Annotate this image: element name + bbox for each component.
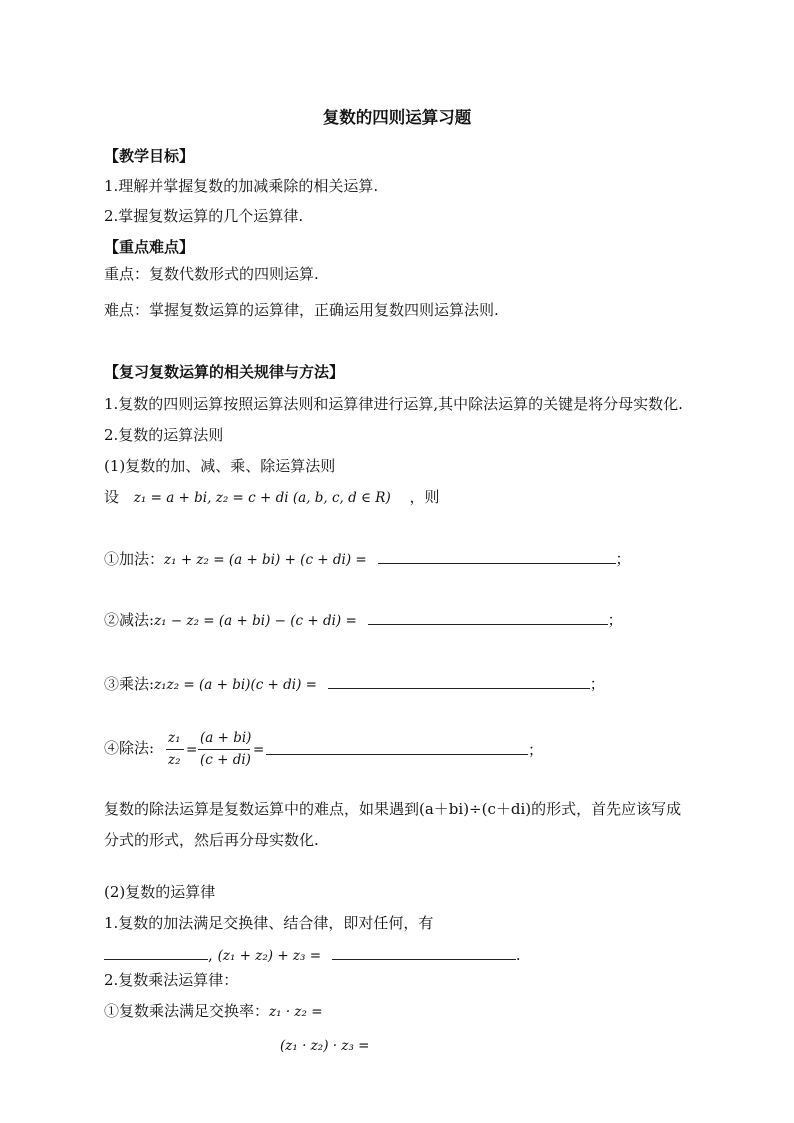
division-equals-1: = (186, 742, 198, 758)
addition-answer-blank[interactable] (378, 549, 616, 564)
review-2: 2.复数的运算法则 (104, 426, 224, 444)
goal-1: 1.理解并掌握复数的加减乘除的相关运算. (104, 177, 379, 195)
mult-comm-line (104, 1001, 323, 1022)
addition-end: ； (615, 550, 631, 568)
mult-comm-label: ①复数乘法满足交换率： (104, 1002, 270, 1020)
commutative-answer-blank[interactable] (104, 945, 208, 960)
multiplication-answer-blank[interactable] (328, 674, 590, 689)
associative-formula: (z₁ + z₂) + z₃ = (217, 948, 322, 964)
associative-answer-blank[interactable] (332, 945, 516, 960)
mult-law-heading: 2.复数乘法运算律： (104, 971, 239, 989)
mult-comm-formula: z₁ · z₂ = (269, 1004, 323, 1020)
page-title: 复数的四则运算习题 (322, 108, 472, 127)
addition-line (104, 549, 631, 570)
addition-formula: z₁ + z₂ = (a + bi) + (c + di) = (164, 552, 367, 568)
rules-subheading: (1)复数的加、减、乘、除运算法则 (104, 457, 336, 475)
subtraction-formula: z₁ − z₂ = (a + bi) − (c + di) = (154, 613, 357, 629)
division-left-denominator: z₂ (168, 752, 181, 768)
subtraction-end: ； (607, 611, 623, 629)
multiplication-end: ； (589, 675, 605, 693)
review-heading: 【复习复数运算的相关规律与方法】 (104, 363, 345, 381)
division-right-denominator: (c + di) (200, 752, 251, 768)
mult-assoc-formula: (z₁ · z₂) · z₃ = (280, 1038, 370, 1054)
division-left-numerator: z₁ (168, 730, 181, 746)
addition-label: ①加法： (104, 550, 165, 568)
laws-heading: (2)复数的运算律 (104, 883, 216, 901)
division-right-numerator: (a + bi) (200, 730, 252, 746)
setup-line (104, 487, 440, 508)
division-left-fraction (166, 730, 186, 774)
setup-suffix: ，则 (409, 488, 440, 506)
multiplication-formula: z₁z₂ = (a + bi)(c + di) = (154, 677, 317, 693)
multiplication-label: ③乘法: (104, 675, 155, 693)
division-label: ④除法: (104, 739, 155, 757)
key-heading: 【重点难点】 (104, 238, 195, 256)
setup-formula: z₁ = a + bi, z₂ = c + di (a, b, c, d ∈ R) (133, 490, 391, 506)
key-point: 重点：复数代数形式的四则运算. (104, 265, 319, 283)
subtraction-answer-blank[interactable] (368, 610, 608, 625)
division-right-bar (198, 749, 250, 750)
goals-heading: 【教学目标】 (104, 147, 195, 165)
subtraction-label: ②减法: (104, 611, 155, 629)
division-left-bar (166, 749, 184, 750)
goal-2: 2.掌握复数运算的几个运算律. (104, 207, 304, 225)
comma: , (208, 946, 213, 964)
review-1: 1.复数的四则运算按照运算法则和运算律进行运算,其中除法运算的关键是将分母实数化. (104, 395, 683, 413)
add-law-text: 1.复数的加法满足交换律、结合律，即对任何，有 (104, 914, 434, 932)
division-note-2: 分式的形式，然后再分母实数化. (104, 831, 319, 849)
multiplication-line (104, 674, 605, 695)
add-law-blanks-line (104, 945, 521, 966)
division-end: ； (528, 741, 544, 759)
division-equals-2: = (253, 742, 265, 758)
division-answer-line (266, 740, 543, 760)
period: . (515, 946, 521, 964)
division-note-1: 复数的除法运算是复数运算中的难点，如果遇到(a＋bi)÷(c＋di)的形式，首先应该写成 (104, 800, 682, 818)
division-right-fraction (198, 730, 254, 774)
setup-prefix: 设 (104, 488, 120, 506)
division-answer-blank[interactable] (266, 740, 528, 755)
subtraction-line (104, 610, 623, 631)
difficulty: 难点：掌握复数运算的运算律，正确运用复数四则运算法则. (104, 301, 499, 319)
